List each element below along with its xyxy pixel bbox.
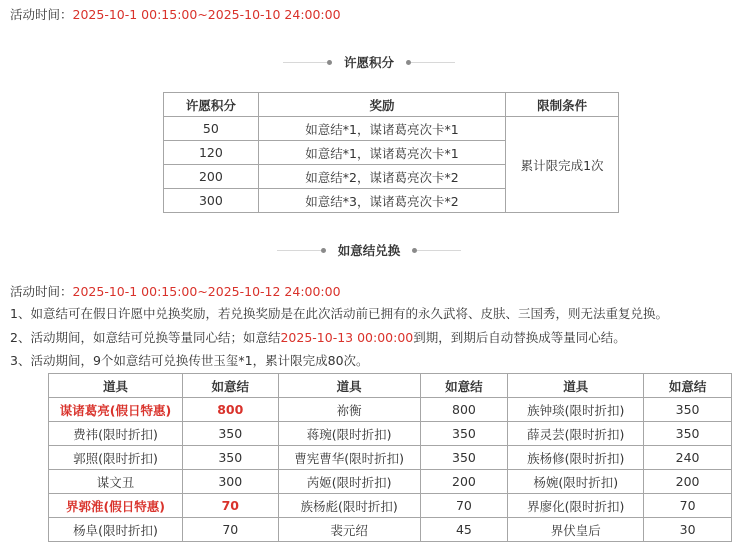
cost-cell: 350 — [420, 422, 508, 446]
item-cell: 郭照(限时折扣) — [49, 446, 183, 470]
cost-cell: 800 — [420, 398, 508, 422]
cost-cell: 70 — [420, 494, 508, 518]
cost-cell: 350 — [644, 422, 732, 446]
reward-cell: 如意结*1，谋诸葛亮次卡*1 — [258, 117, 505, 141]
item-cell: 族钟琰(限时折扣) — [508, 398, 644, 422]
item-cell: 杨婉(限时折扣) — [508, 470, 644, 494]
event-time-value: 2025-10-1 00:15:00~2025-10-12 24:00:00 — [72, 284, 341, 299]
cost-cell: 300 — [182, 470, 278, 494]
cost-cell: 350 — [420, 446, 508, 470]
cost-cell: 70 — [182, 494, 278, 518]
table-header-row — [164, 93, 619, 117]
wish-points-table — [163, 92, 619, 213]
cost-cell: 70 — [182, 518, 278, 542]
section-title-text: 许愿积分 — [343, 55, 394, 70]
event-time-label: 活动时间： — [10, 7, 73, 22]
header-item: 道具 — [49, 374, 183, 398]
item-cell: 薛灵芸(限时折扣) — [508, 422, 644, 446]
table-row — [49, 518, 732, 542]
event-time-label: 活动时间： — [10, 284, 73, 299]
section-title-exchange — [0, 241, 738, 259]
cost-cell: 240 — [644, 446, 732, 470]
points-cell: 200 — [164, 165, 259, 189]
title-decoration-right-icon — [406, 60, 455, 65]
item-cell: 谋文丑 — [49, 470, 183, 494]
item-cell: 芮姬(限时折扣) — [278, 470, 420, 494]
header-item: 道具 — [278, 374, 420, 398]
item-cell: 界郭淮(假日特惠) — [49, 494, 183, 518]
section-title-text: 如意结兑换 — [337, 243, 401, 258]
header-cost: 如意结 — [420, 374, 508, 398]
item-cell: 费祎(限时折扣) — [49, 422, 183, 446]
table-row — [49, 398, 732, 422]
table-header-row — [49, 374, 732, 398]
header-reward: 奖励 — [258, 93, 505, 117]
item-cell: 祢衡 — [278, 398, 420, 422]
header-points: 许愿积分 — [164, 93, 259, 117]
title-decoration-left-icon — [277, 248, 326, 253]
rule-2 — [10, 329, 626, 347]
rule-2-suffix: 到期，到期后自动替换成等量同心结。 — [413, 330, 626, 345]
event-time-value: 2025-10-1 00:15:00~2025-10-10 24:00:00 — [72, 7, 341, 22]
cost-cell: 200 — [644, 470, 732, 494]
item-cell: 曹宪曹华(限时折扣) — [278, 446, 420, 470]
cost-cell: 350 — [182, 422, 278, 446]
cost-cell: 200 — [420, 470, 508, 494]
header-cost: 如意结 — [644, 374, 732, 398]
table-row — [49, 446, 732, 470]
points-cell: 120 — [164, 141, 259, 165]
cost-cell: 350 — [644, 398, 732, 422]
item-cell: 族杨修(限时折扣) — [508, 446, 644, 470]
item-cell: 谋诸葛亮(假日特惠) — [49, 398, 183, 422]
reward-cell: 如意结*2，谋诸葛亮次卡*2 — [258, 165, 505, 189]
item-cell: 界伏皇后 — [508, 518, 644, 542]
item-cell: 蒋琬(限时折扣) — [278, 422, 420, 446]
cost-cell: 70 — [644, 494, 732, 518]
cost-cell: 45 — [420, 518, 508, 542]
section-title-wish-points — [0, 53, 738, 71]
table-row — [49, 470, 732, 494]
header-cost: 如意结 — [182, 374, 278, 398]
item-cell: 裴元绍 — [278, 518, 420, 542]
title-decoration-left-icon — [283, 60, 332, 65]
item-cell: 族杨彪(限时折扣) — [278, 494, 420, 518]
cost-cell: 30 — [644, 518, 732, 542]
cost-cell: 350 — [182, 446, 278, 470]
rule-3: 3、活动期间，9个如意结可兑换传世玉玺*1，累计限完成80次。 — [10, 353, 369, 368]
limit-cell: 累计限完成1次 — [506, 117, 619, 213]
table-row — [49, 494, 732, 518]
event-time-line-2 — [10, 283, 341, 301]
table-row — [49, 422, 732, 446]
table-row — [164, 117, 619, 141]
points-cell: 300 — [164, 189, 259, 213]
header-limit: 限制条件 — [506, 93, 619, 117]
cost-cell: 800 — [182, 398, 278, 422]
title-decoration-right-icon — [412, 248, 461, 253]
rule-1: 1、如意结可在假日许愿中兑换奖励，若兑换奖励是在此次活动前已拥有的永久武将、皮肤、三国秀，则无法重复兑换。 — [10, 306, 668, 321]
header-item: 道具 — [508, 374, 644, 398]
points-cell: 50 — [164, 117, 259, 141]
item-cell: 杨阜(限时折扣) — [49, 518, 183, 542]
reward-cell: 如意结*1，谋诸葛亮次卡*1 — [258, 141, 505, 165]
rule-2-prefix: 2、活动期间，如意结可兑换等量同心结；如意结 — [10, 330, 281, 345]
rule-2-date: 2025-10-13 00:00:00 — [280, 330, 414, 345]
exchange-table — [48, 373, 732, 542]
event-time-line-1 — [10, 6, 341, 24]
reward-cell: 如意结*3，谋诸葛亮次卡*2 — [258, 189, 505, 213]
item-cell: 界廖化(限时折扣) — [508, 494, 644, 518]
